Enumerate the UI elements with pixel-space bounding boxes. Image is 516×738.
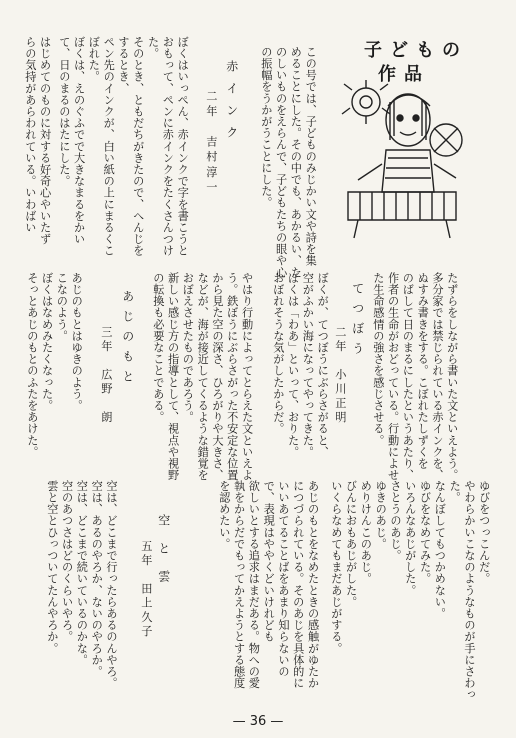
poem-title-ajinomoto: あじのもと xyxy=(120,290,135,390)
page-number: — 36 — xyxy=(232,714,284,729)
page-title-line1: 子どもの xyxy=(364,40,468,61)
poem-title-sora: 空と雲 xyxy=(156,514,171,598)
poem-author-akaink: 二年 吉村淳一 xyxy=(204,90,218,197)
intro-paragraph: この号では、子どものみじかい文や詩を集 めることにした。その中でも、あかるい、た のしいものをえらんで、子どもたちの眼や心 の振幅をうかがうことにした。 xyxy=(259,46,318,278)
poem-title-akaink: 赤インク xyxy=(224,60,239,148)
comment-akaink-start: はじめてのものに対する好奇心やいたず らの気持があらわれている。いわばい xyxy=(23,36,52,245)
page-title-line2: 作品 xyxy=(378,64,430,85)
child-drawing-illustration xyxy=(338,80,466,242)
poem-body-ajinomoto-cont: ゆびをつっこんだ。 やわらかいこなのようなものが手にさわっ た。 なんぼしてもつかめない。 ゆびをなめてみた。 いろんなあじがした。 さとうのあじ。 ゆきのあじ。 めりけんこのあじ。 びんにおもあじがした。 いくらなめてもまだあじがする。 xyxy=(329,480,491,701)
poem-body-akaink: ぼくはいっぺん、赤インクで字を書こうと おもって、ペンに赤インクをたくさんつけ た。 そのとき、ともだちがきたので、へんじを するとき、 ペン先のインクが、白い紙の上にまるくこ ぼれた。 ぼくは、えのぐふでで大きなまるをかい て、日のまるのはたにした。 xyxy=(57,36,190,257)
poem-body-ajinomoto: あじのもとはゆきのよう。 こなのよう。 ぼくはなめみたくなった。 そっとあじのもとのふたをあけた。 xyxy=(25,272,84,458)
comment-akaink-end: たずらをしながら書いた文といえよう。 多分家では禁じられている赤インクを、 ぬすみ書きをする。こぼれたしずくを のばして日のまるにしたというあたり、 作者の生命がおどっている。行動によせ た生命感情の強さを感じさせる。 xyxy=(371,272,459,481)
poem-title-tetsubou: てつぼう xyxy=(350,282,365,362)
poem-author-tetsubou: 二年 小川正明 xyxy=(333,326,347,426)
poem-author-ajinomoto: 三年 広野 朗 xyxy=(99,326,113,426)
poem-body-sora: 空は、どこまで行ったらあるのんやろ。 空は、あるのやろか、ないのやろか。 空は、どこまで続いているのかな。 空のあつさはどのくらいやろ。 雲と空とひっついてたんやろか。 xyxy=(45,480,118,689)
poem-author-sora: 五年 田上久子 xyxy=(139,540,153,640)
comment-ajinomoto: あじのもとをなめたときの感触がゆたか につづられている。そのあじを具体的に いいあてることばをあまり知らないの で、表現はややくどいけれども 欲しいとする追求はまだある。物への愛 執をからだでもってかえようとする態度 を認めたい。 xyxy=(217,480,320,689)
comment-tetsubou: やはり行動によってとらえた文といえよ う。鉄ぼうにぶらさがった不安定な位置 から見た空の深さ、ひろがりや大きさ、 などが、海が接近してくるような錯覚を おぼえさせたものであろう。 新しい感じ方の指導として、視点や視野 の転換も必要なことである。 xyxy=(151,272,254,481)
poem-body-tetsubou: ぼくが、てつぼうにぶらさがると、 空がふかい海になってやってきた。 ぼくは「わあ」といって、おりた。 おぼれそうな気がしたからだ。 xyxy=(271,272,330,458)
